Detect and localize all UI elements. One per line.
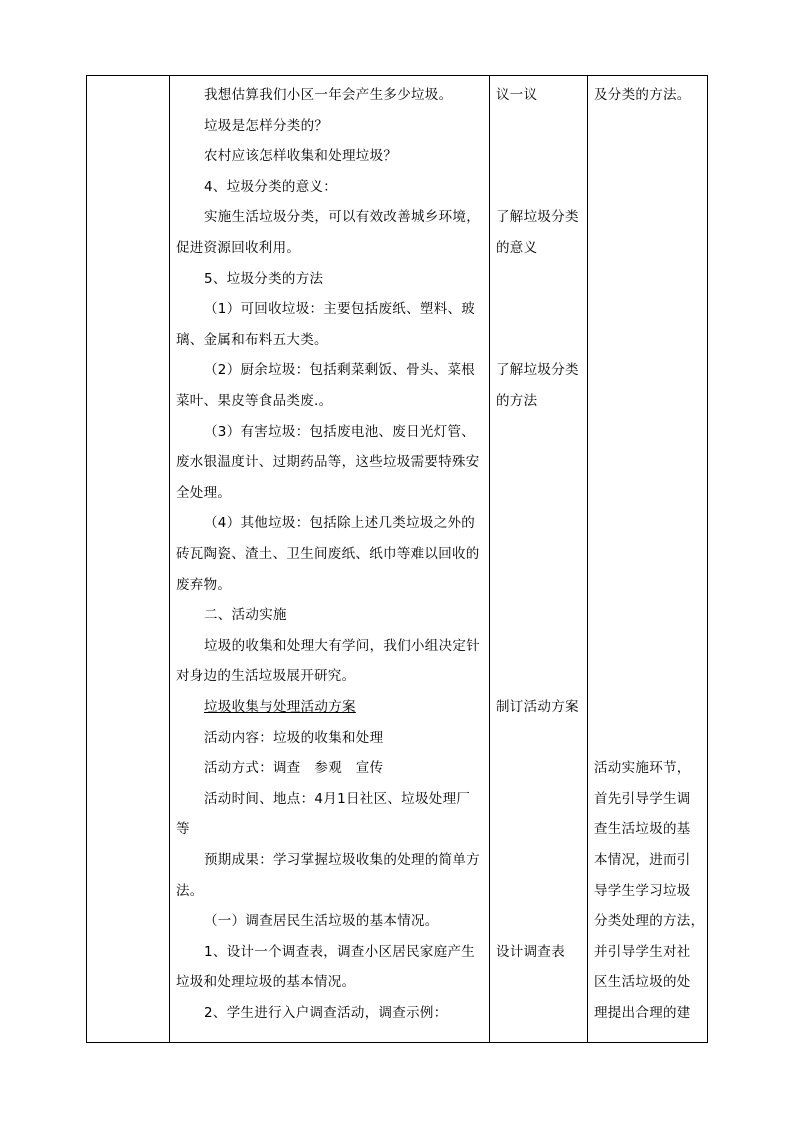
content-line: 垃圾的收集和处理大有学问，我们小组决定针 — [204, 637, 480, 654]
content-line: 法。 — [176, 882, 204, 899]
table-column-empty — [87, 76, 169, 1042]
table-column-teaching-content — [170, 76, 489, 1042]
content-line: 对身边的生活垃圾展开研究。 — [176, 668, 356, 685]
content-line: 农村应该怎样收集和处理垃圾？ — [204, 148, 398, 165]
content-line: 二、活动实施 — [204, 607, 287, 624]
table-column-design-intent — [588, 76, 708, 1042]
content-line: 5、垃圾分类的方法 — [204, 270, 324, 287]
content-line: 4、垃圾分类的意义： — [204, 178, 338, 195]
intent-line: 首先引导学生调 — [594, 790, 691, 807]
activity-line: 设计调查表 — [496, 943, 565, 960]
content-line: 我想估算我们小区一年会产生多少垃圾。 — [204, 87, 453, 103]
content-line: 垃圾收集与处理活动方案 — [204, 699, 356, 715]
intent-line: 本情况，进而引 — [594, 852, 691, 868]
content-line: 2、学生进行入户调查活动，调查示例： — [204, 1005, 448, 1021]
content-line: （4）其他垃圾：包括除上述几类垃圾之外的 — [204, 515, 476, 532]
content-line: 菜叶、果皮等食品类废.。 — [176, 393, 333, 409]
intent-line: 并引导学生对社 — [594, 943, 691, 960]
content-line: 预期成果：学习掌握垃圾收集的处理的简单方 — [204, 852, 480, 868]
content-line: 废水银温度计、过期药品等，这些垃圾需要特殊安 — [176, 454, 480, 471]
lesson-plan-table — [86, 75, 708, 1043]
activity-line: 了解垃圾分类 — [496, 209, 579, 226]
content-line: 活动内容：垃圾的收集和处理 — [204, 729, 384, 746]
content-line: 活动方式：调查 参观 宣传 — [204, 760, 384, 777]
activity-line: 的意义 — [496, 240, 538, 256]
content-line: 等 — [176, 821, 190, 838]
content-line: 1、设计一个调查表，调查小区居民家庭产生 — [204, 943, 476, 960]
activity-line: 制订活动方案 — [496, 699, 579, 715]
intent-line: 活动实施环节， — [594, 760, 691, 777]
content-line: （1）可回收垃圾：主要包括废纸、塑料、玻 — [204, 301, 476, 318]
content-line: （一）调查居民生活垃圾的基本情况。 — [204, 913, 439, 930]
activity-line: 的方法 — [496, 393, 538, 409]
content-line: （3）有害垃圾：包括废电池、废日光灯管、 — [204, 423, 476, 440]
content-line: 促进资源回收利用。 — [176, 240, 301, 256]
intent-line: 导学生学习垃圾 — [594, 882, 691, 899]
intent-line: 及分类的方法。 — [594, 87, 691, 103]
content-line: 璃、金属和布料五大类。 — [176, 331, 328, 348]
content-line: （2）厨余垃圾：包括剩菜剩饭、骨头、菜根 — [204, 362, 476, 379]
content-line: 砖瓦陶瓷、渣土、卫生间废纸、纸巾等难以回收的 — [176, 546, 480, 562]
content-line: 全处理。 — [176, 484, 232, 501]
activity-line: 议一议 — [496, 87, 538, 103]
content-line: 垃圾和处理垃圾的基本情况。 — [176, 974, 356, 991]
content-line: 废弃物。 — [176, 576, 232, 593]
intent-line: 查生活垃圾的基 — [594, 821, 691, 838]
table-column-activity — [490, 76, 587, 1042]
content-line: 活动时间、地点：4月1日社区、垃圾处理厂 — [204, 790, 471, 807]
content-line: 垃圾是怎样分类的？ — [204, 117, 329, 134]
content-line: 实施生活垃圾分类，可以有效改善城乡环境， — [204, 209, 480, 226]
intent-line: 分类处理的方法， — [594, 913, 705, 930]
intent-line: 区生活垃圾的处 — [594, 974, 691, 991]
activity-line: 了解垃圾分类 — [496, 362, 579, 379]
intent-line: 理提出合理的建 — [594, 1005, 691, 1021]
